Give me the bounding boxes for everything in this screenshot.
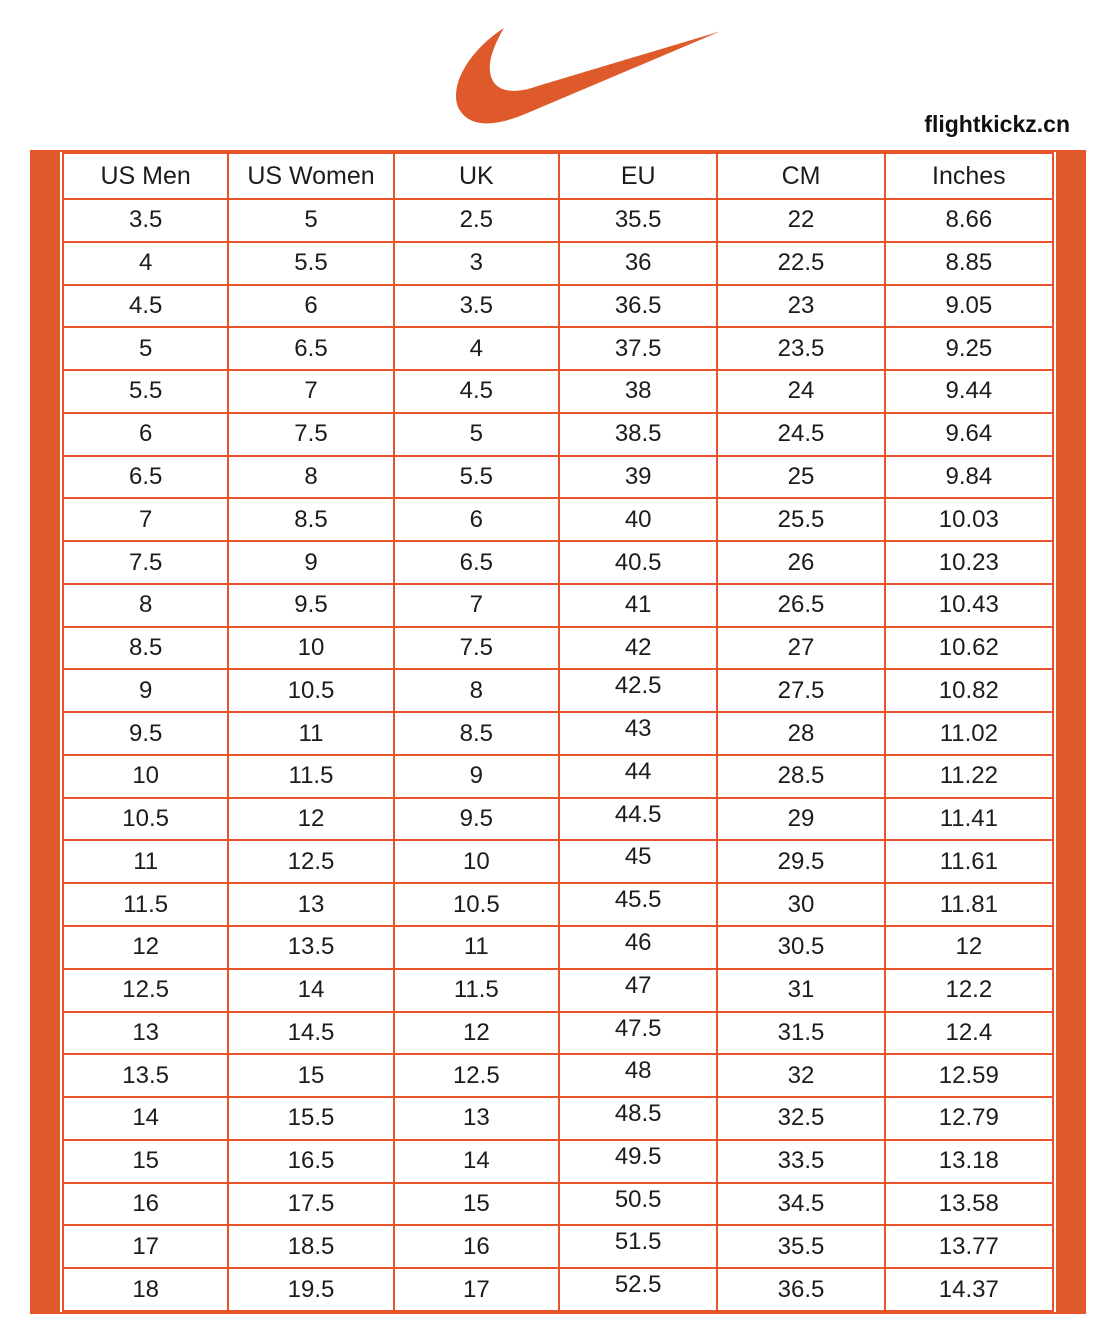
cell: 13.5 <box>228 926 393 969</box>
cell: 19.5 <box>228 1268 393 1311</box>
cell: 9.5 <box>394 798 559 841</box>
cell: 5 <box>63 327 228 370</box>
cell: 10 <box>394 840 559 883</box>
cell: 5 <box>394 413 559 456</box>
table-row <box>63 413 1053 456</box>
cell: 25.5 <box>717 498 884 541</box>
cell: 12.5 <box>394 1054 559 1097</box>
cell: 29 <box>717 798 884 841</box>
cell: 5 <box>228 199 393 242</box>
cell: 39 <box>559 456 717 499</box>
cell: 9.5 <box>63 712 228 755</box>
cell: 11 <box>228 712 393 755</box>
cell: 17 <box>63 1225 228 1268</box>
cell: 12.4 <box>885 1012 1053 1055</box>
cell: 10.62 <box>885 627 1053 670</box>
cell: 40 <box>559 498 717 541</box>
cell: 50.5 <box>559 1183 717 1226</box>
cell: 18.5 <box>228 1225 393 1268</box>
cell: 42.5 <box>559 669 717 712</box>
table-row <box>63 1012 1053 1055</box>
cell: 44.5 <box>559 798 717 841</box>
cell: 32 <box>717 1054 884 1097</box>
cell: 13.5 <box>63 1054 228 1097</box>
cell: 48.5 <box>559 1097 717 1140</box>
cell: 9.25 <box>885 327 1053 370</box>
cell: 9.05 <box>885 285 1053 328</box>
cell: 37.5 <box>559 327 717 370</box>
cell: 12 <box>885 926 1053 969</box>
cell: 30.5 <box>717 926 884 969</box>
column-header-uk: UK <box>394 153 559 199</box>
cell: 31 <box>717 969 884 1012</box>
cell: 11 <box>394 926 559 969</box>
table-row <box>63 541 1053 584</box>
cell: 12.2 <box>885 969 1053 1012</box>
cell: 11.02 <box>885 712 1053 755</box>
cell: 3.5 <box>394 285 559 328</box>
cell: 22.5 <box>717 242 884 285</box>
cell: 40.5 <box>559 541 717 584</box>
cell: 38.5 <box>559 413 717 456</box>
cell: 7 <box>228 370 393 413</box>
cell: 47.5 <box>559 1012 717 1055</box>
table-row <box>63 285 1053 328</box>
cell: 9 <box>394 755 559 798</box>
cell: 4 <box>394 327 559 370</box>
cell: 8.85 <box>885 242 1053 285</box>
header-row <box>63 153 1053 199</box>
cell: 8.5 <box>63 627 228 670</box>
cell: 12.59 <box>885 1054 1053 1097</box>
cell: 9 <box>228 541 393 584</box>
cell: 14.5 <box>228 1012 393 1055</box>
cell: 10.5 <box>228 669 393 712</box>
cell: 30 <box>717 883 884 926</box>
cell: 11.5 <box>228 755 393 798</box>
table-row <box>63 926 1053 969</box>
cell: 41 <box>559 584 717 627</box>
table-row <box>63 242 1053 285</box>
cell: 8 <box>394 669 559 712</box>
cell: 25 <box>717 456 884 499</box>
cell: 13 <box>63 1012 228 1055</box>
cell: 28 <box>717 712 884 755</box>
cell: 10 <box>228 627 393 670</box>
table-row <box>63 1140 1053 1183</box>
table-row <box>63 327 1053 370</box>
table-row <box>63 370 1053 413</box>
cell: 6.5 <box>394 541 559 584</box>
table-row <box>63 584 1053 627</box>
cell: 11.41 <box>885 798 1053 841</box>
cell: 16.5 <box>228 1140 393 1183</box>
column-header-us-women: US Women <box>228 153 393 199</box>
cell: 10 <box>63 755 228 798</box>
cell: 4.5 <box>63 285 228 328</box>
cell: 15.5 <box>228 1097 393 1140</box>
cell: 36.5 <box>559 285 717 328</box>
cell: 12.5 <box>228 840 393 883</box>
cell: 32.5 <box>717 1097 884 1140</box>
cell: 26 <box>717 541 884 584</box>
table-row <box>63 969 1053 1012</box>
table-row <box>63 1225 1053 1268</box>
cell: 42 <box>559 627 717 670</box>
cell: 10.03 <box>885 498 1053 541</box>
cell: 10.23 <box>885 541 1053 584</box>
cell: 15 <box>394 1183 559 1226</box>
cell: 14 <box>228 969 393 1012</box>
cell: 8.5 <box>228 498 393 541</box>
cell: 12 <box>63 926 228 969</box>
cell: 5.5 <box>394 456 559 499</box>
cell: 6 <box>228 285 393 328</box>
cell: 2.5 <box>394 199 559 242</box>
table-row <box>63 883 1053 926</box>
table-row <box>63 798 1053 841</box>
cell: 16 <box>63 1183 228 1226</box>
cell: 7.5 <box>63 541 228 584</box>
cell: 13.18 <box>885 1140 1053 1183</box>
cell: 11.5 <box>394 969 559 1012</box>
cell: 15 <box>63 1140 228 1183</box>
table-row <box>63 1268 1053 1311</box>
cell: 15 <box>228 1054 393 1097</box>
cell: 34.5 <box>717 1183 884 1226</box>
cell: 28.5 <box>717 755 884 798</box>
cell: 14 <box>394 1140 559 1183</box>
cell: 13.77 <box>885 1225 1053 1268</box>
cell: 14.37 <box>885 1268 1053 1311</box>
table-body <box>63 199 1053 1311</box>
cell: 8.5 <box>394 712 559 755</box>
column-header-eu: EU <box>559 153 717 199</box>
cell: 9.5 <box>228 584 393 627</box>
cell: 36 <box>559 242 717 285</box>
cell: 45 <box>559 840 717 883</box>
table-row <box>63 627 1053 670</box>
cell: 35.5 <box>559 199 717 242</box>
cell: 6.5 <box>63 456 228 499</box>
cell: 22 <box>717 199 884 242</box>
nike-swoosh-logo <box>453 28 727 125</box>
cell: 4 <box>63 242 228 285</box>
cell: 14 <box>63 1097 228 1140</box>
cell: 24 <box>717 370 884 413</box>
cell: 6 <box>63 413 228 456</box>
column-header-cm: CM <box>717 153 884 199</box>
right-accent-bar <box>1056 152 1084 1312</box>
cell: 11.81 <box>885 883 1053 926</box>
table-row <box>63 1054 1053 1097</box>
cell: 6 <box>394 498 559 541</box>
nike-swoosh-icon <box>453 28 727 125</box>
table-row <box>63 669 1053 712</box>
cell: 23 <box>717 285 884 328</box>
cell: 45.5 <box>559 883 717 926</box>
cell: 9.84 <box>885 456 1053 499</box>
cell: 7 <box>394 584 559 627</box>
cell: 44 <box>559 755 717 798</box>
table-row <box>63 199 1053 242</box>
cell: 9.64 <box>885 413 1053 456</box>
cell: 52.5 <box>559 1268 717 1311</box>
cell: 17 <box>394 1268 559 1311</box>
cell: 11 <box>63 840 228 883</box>
cell: 35.5 <box>717 1225 884 1268</box>
cell: 51.5 <box>559 1225 717 1268</box>
cell: 10.5 <box>63 798 228 841</box>
cell: 4.5 <box>394 370 559 413</box>
cell: 9.44 <box>885 370 1053 413</box>
cell: 3 <box>394 242 559 285</box>
cell: 49.5 <box>559 1140 717 1183</box>
cell: 18 <box>63 1268 228 1311</box>
cell: 7 <box>63 498 228 541</box>
cell: 5.5 <box>63 370 228 413</box>
cell: 31.5 <box>717 1012 884 1055</box>
cell: 23.5 <box>717 327 884 370</box>
cell: 5.5 <box>228 242 393 285</box>
cell: 12.79 <box>885 1097 1053 1140</box>
brand-watermark: flightkickz.cn <box>924 111 1070 137</box>
cell: 33.5 <box>717 1140 884 1183</box>
cell: 13.58 <box>885 1183 1053 1226</box>
table-row <box>63 498 1053 541</box>
size-conversion-table <box>62 152 1054 1312</box>
cell: 8 <box>228 456 393 499</box>
column-header-inches: Inches <box>885 153 1053 199</box>
cell: 17.5 <box>228 1183 393 1226</box>
cell: 47 <box>559 969 717 1012</box>
cell: 7.5 <box>228 413 393 456</box>
cell: 12.5 <box>63 969 228 1012</box>
cell: 13 <box>394 1097 559 1140</box>
table-row <box>63 1097 1053 1140</box>
column-header-us-men: US Men <box>63 153 228 199</box>
cell: 29.5 <box>717 840 884 883</box>
cell: 12 <box>394 1012 559 1055</box>
cell: 36.5 <box>717 1268 884 1311</box>
table-row <box>63 712 1053 755</box>
cell: 10.5 <box>394 883 559 926</box>
cell: 11.22 <box>885 755 1053 798</box>
cell: 10.43 <box>885 584 1053 627</box>
cell: 16 <box>394 1225 559 1268</box>
cell: 43 <box>559 712 717 755</box>
table-row <box>63 456 1053 499</box>
cell: 11.5 <box>63 883 228 926</box>
cell: 27.5 <box>717 669 884 712</box>
cell: 3.5 <box>63 199 228 242</box>
cell: 38 <box>559 370 717 413</box>
cell: 24.5 <box>717 413 884 456</box>
cell: 8 <box>63 584 228 627</box>
table-row <box>63 840 1053 883</box>
cell: 48 <box>559 1054 717 1097</box>
left-accent-bar <box>32 152 60 1312</box>
cell: 7.5 <box>394 627 559 670</box>
table-row <box>63 755 1053 798</box>
cell: 12 <box>228 798 393 841</box>
size-table-frame <box>30 150 1086 1314</box>
cell: 26.5 <box>717 584 884 627</box>
cell: 10.82 <box>885 669 1053 712</box>
cell: 6.5 <box>228 327 393 370</box>
cell: 8.66 <box>885 199 1053 242</box>
table-row <box>63 1183 1053 1226</box>
cell: 9 <box>63 669 228 712</box>
cell: 27 <box>717 627 884 670</box>
cell: 13 <box>228 883 393 926</box>
cell: 11.61 <box>885 840 1053 883</box>
cell: 46 <box>559 926 717 969</box>
